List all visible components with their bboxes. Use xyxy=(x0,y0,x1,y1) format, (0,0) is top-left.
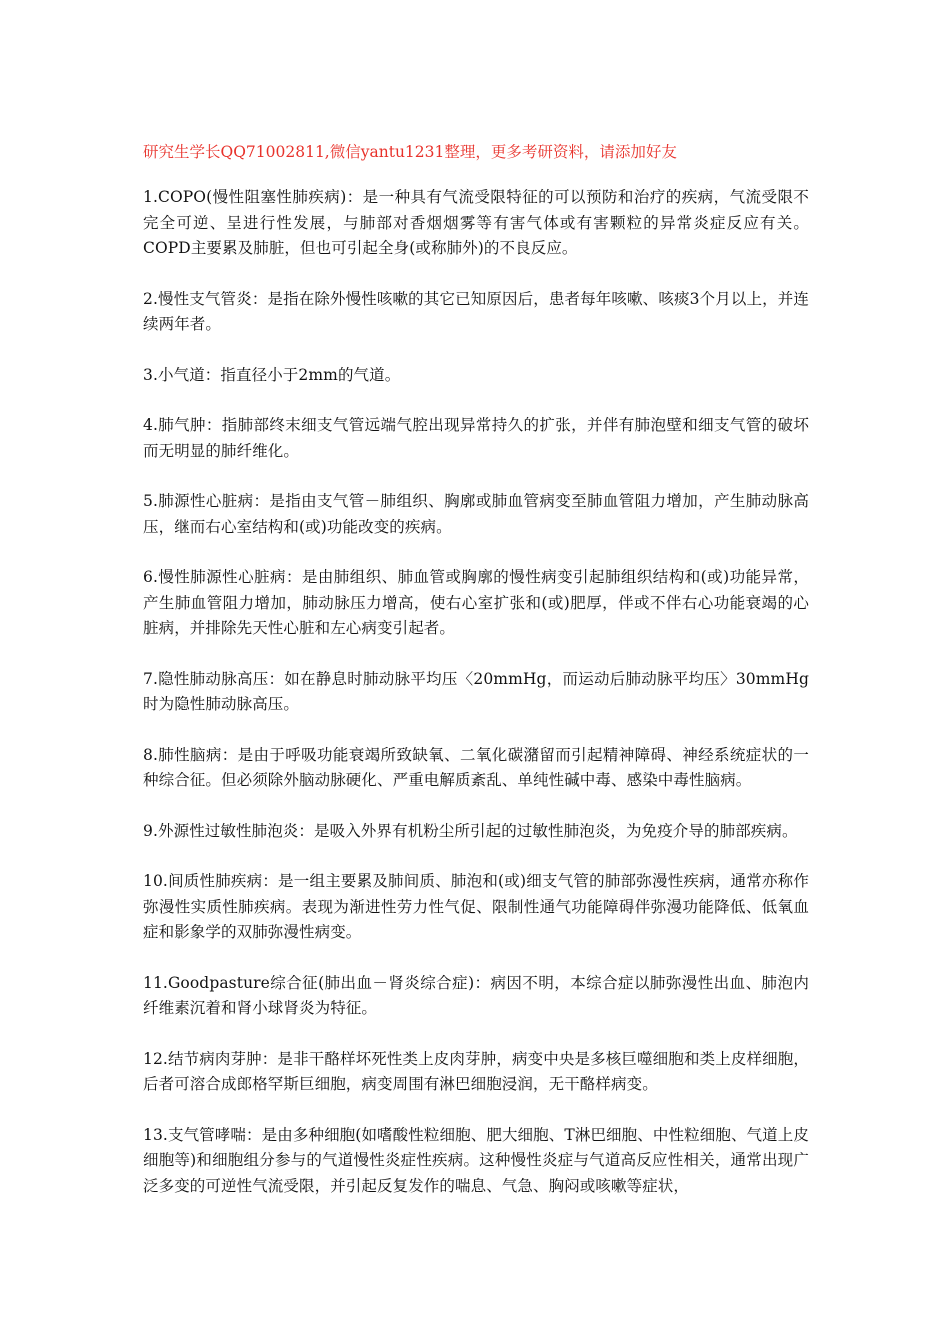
definition-1: 1.COPO(慢性阻塞性肺疾病)：是一种具有气流受限特征的可以预防和治疗的疾病，气流受限不完全可逆、呈进行性发展，与肺部对香烟烟雾等有害气体或有害颗粒的异常炎症反应有关。COPD主要累及肺脏，但也可引起全身(或称肺外)的不良反应。 xyxy=(143,188,809,257)
definition-3: 3.小气道：指直径小于2mm的气道。 xyxy=(143,365,401,384)
definition-2: 2.慢性支气管炎：是指在除外慢性咳嗽的其它已知原因后，患者每年咳嗽、咳痰3个月以上，并连续两年者。 xyxy=(143,289,809,333)
definition-12: 12.结节病肉芽肿：是非干酪样坏死性类上皮肉芽肿，病变中央是多核巨噬细胞和类上皮样细胞，后者可溶合成郎格罕斯巨细胞，病变周围有淋巴细胞浸润，无干酪样病变。 xyxy=(143,1049,809,1093)
definition-10: 10.间质性肺疾病：是一组主要累及肺间质、肺泡和(或)细支气管的肺部弥漫性疾病，通常亦称作弥漫性实质性肺疾病。表现为渐进性劳力性气促、限制性通气功能障碍伴弥漫功能降低、低氧血症和影象学的双肺弥漫性病变。 xyxy=(143,872,809,941)
header-notice: 研究生学长QQ71002811,微信yantu1231整理，更多考研资料，请添加好友 xyxy=(143,143,677,161)
definition-8: 8.肺性脑病：是由于呼吸功能衰竭所致缺氧、二氧化碳潴留而引起精神障碍、神经系统症状的一种综合征。但必须除外脑动脉硬化、严重电解质紊乱、单纯性碱中毒、感染中毒性脑病。 xyxy=(143,745,809,789)
definition-7: 7.隐性肺动脉高压：如在静息时肺动脉平均压〈20mmHg，而运动后肺动脉平均压〉30mmHg时为隐性肺动脉高压。 xyxy=(143,669,809,713)
definition-6: 6.慢性肺源性心脏病：是由肺组织、肺血管或胸廓的慢性病变引起肺组织结构和(或)功能异常，产生肺血管阻力增加，肺动脉压力增高，使右心室扩张和(或)肥厚，伴或不伴右心功能衰竭的心脏病，并排除先天性心脏和左心病变引起者。 xyxy=(143,568,809,637)
definition-4: 4.肺气肿：指肺部终末细支气管远端气腔出现异常持久的扩张，并伴有肺泡壁和细支气管的破坏而无明显的肺纤维化。 xyxy=(143,416,809,460)
definition-9: 9.外源性过敏性肺泡炎：是吸入外界有机粉尘所引起的过敏性肺泡炎，为免疫介导的肺部疾病。 xyxy=(143,821,798,840)
definition-5: 5.肺源性心脏病：是指由支气管－肺组织、胸廓或肺血管病变至肺血管阻力增加，产生肺动脉高压，继而右心室结构和(或)功能改变的疾病。 xyxy=(143,492,809,536)
definition-13: 13.支气管哮喘：是由多种细胞(如嗜酸性粒细胞、肥大细胞、T淋巴细胞、中性粒细胞、气道上皮细胞等)和细胞组分参与的气道慢性炎症性疾病。这种慢性炎症与气道高反应性相关，通常出现广泛多变的可逆性气流受限，并引起反复发作的喘息、气急、胸闷或咳嗽等症状， xyxy=(143,1125,809,1195)
definition-11: 11.Goodpasture综合征(肺出血－肾炎综合症)：病因不明，本综合症以肺弥漫性出血、肺泡内纤维素沉着和肾小球肾炎为特征。 xyxy=(143,973,809,1017)
document-page xyxy=(143,138,809,1224)
definition-list xyxy=(143,185,809,1199)
